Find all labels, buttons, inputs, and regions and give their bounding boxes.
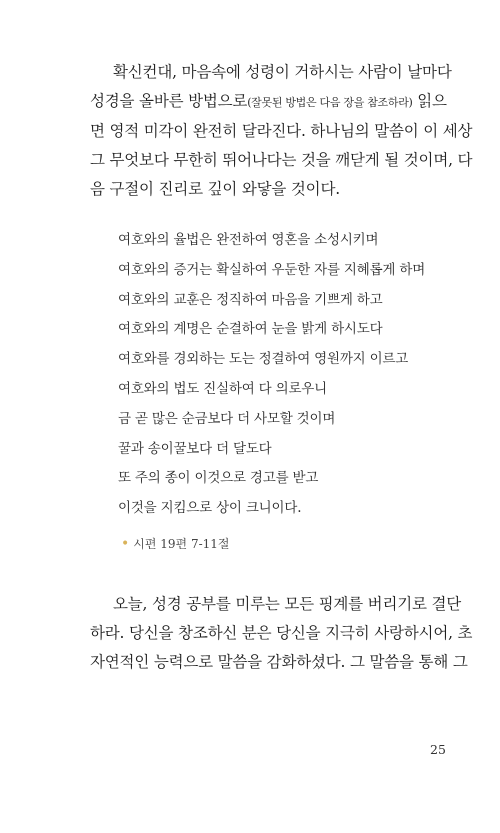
verse-line: 꿀과 송이꿀보다 더 달도다 bbox=[118, 440, 272, 457]
paragraph-line: 면 영적 미각이 완전히 달라진다. 하나님의 말씀이 이 세상 bbox=[90, 122, 473, 140]
bullet-icon: • bbox=[121, 536, 130, 552]
reference-text: 시편 19편 7-11절 bbox=[133, 537, 230, 551]
paragraph-line: 하라. 당신을 창조하신 분은 당신을 지극히 사랑하시어, 초 bbox=[90, 624, 473, 642]
paragraph-text: 읽으 bbox=[412, 92, 447, 110]
paragraph-line: 오늘, 성경 공부를 미루는 모든 핑계를 버리기로 결단 bbox=[113, 595, 462, 613]
verse-line: 금 곧 많은 순금보다 더 사모할 것이며 bbox=[118, 410, 336, 427]
verse-line: 여호와의 법도 진실하여 다 의로우니 bbox=[118, 380, 327, 397]
verse-line: 여호와의 교훈은 정직하여 마음을 기쁘게 하고 bbox=[118, 291, 383, 308]
paragraph-line: 자연적인 능력으로 말씀을 감화하셨다. 그 말씀을 통해 그 bbox=[90, 653, 468, 671]
page-number: 25 bbox=[430, 742, 446, 757]
paragraph-text: 성경을 올바른 방법으로 bbox=[90, 92, 248, 110]
verse-line: 여호와의 증거는 확실하여 우둔한 자를 지혜롭게 하며 bbox=[118, 261, 426, 278]
footnote-reference: (잘못된 방법은 다음 장을 참조하라) bbox=[247, 96, 413, 109]
verse-line: 여호와를 경외하는 도는 정결하여 영원까지 이르고 bbox=[118, 351, 409, 368]
verse-line: 또 주의 종이 이것으로 경고를 받고 bbox=[118, 470, 319, 487]
body-paragraph-closing bbox=[90, 590, 473, 677]
paragraph-line: 확신컨대, 마음속에 성령이 거하시는 사람이 날마다 bbox=[113, 63, 452, 81]
paragraph-line: 그 무엇보다 무한히 뛰어나다는 것을 깨닫게 될 것이며, 다 bbox=[90, 151, 473, 169]
verse-line: 이것을 지킴으로 상이 크니이다. bbox=[118, 500, 302, 517]
body-paragraph-intro bbox=[90, 58, 473, 204]
scripture-reference bbox=[121, 535, 230, 552]
paragraph-line bbox=[90, 87, 450, 117]
scripture-quote bbox=[118, 226, 448, 524]
verse-line: 여호와의 율법은 완전하여 영혼을 소성시키며 bbox=[118, 232, 379, 248]
paragraph-line: 음 구절이 진리로 깊이 와닿을 것이다. bbox=[90, 180, 340, 198]
verse-line: 여호와의 계명은 순결하여 눈을 밝게 하시도다 bbox=[118, 321, 383, 338]
